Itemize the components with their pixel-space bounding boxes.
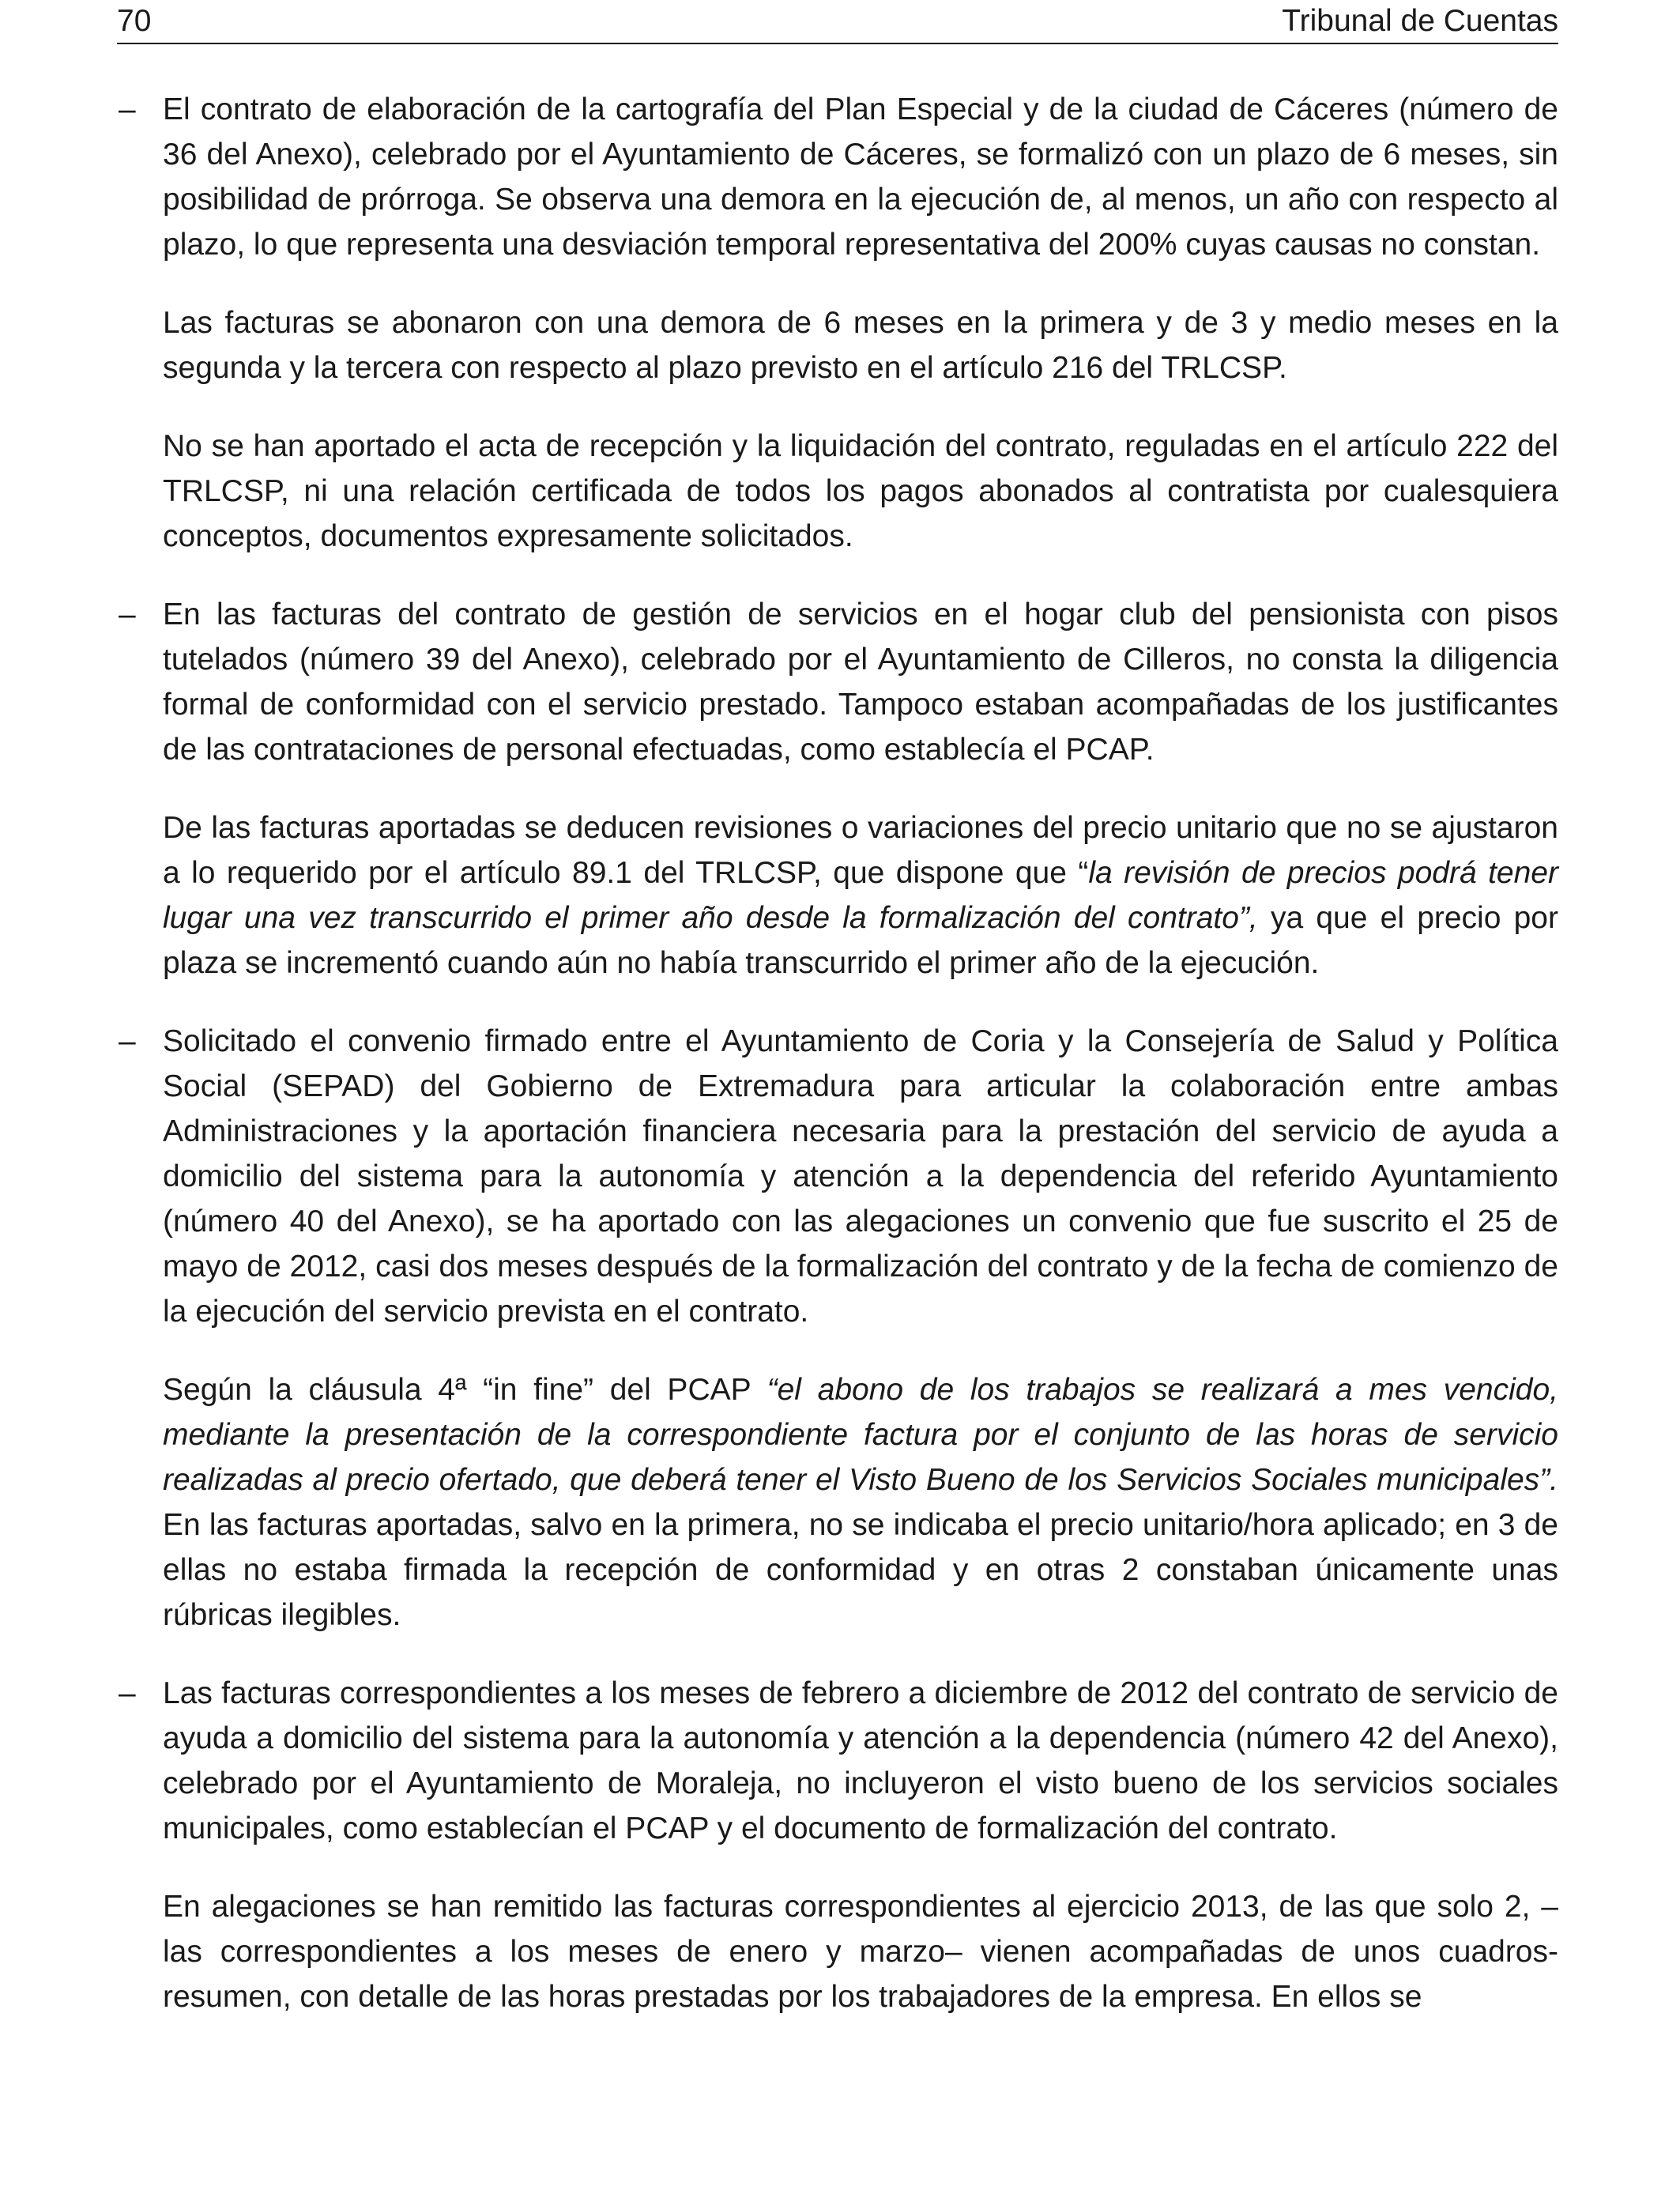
bullet-paragraph (117, 87, 1558, 267)
running-title: Tribunal de Cuentas (1282, 4, 1558, 38)
paragraph (117, 805, 1558, 986)
paragraph (117, 1367, 1558, 1638)
page-number: 70 (117, 4, 152, 38)
quoted-text: “el abono de los trabajos se realizará a mes vencido, mediante la presentación de la correspondiente factura por el conjunto de las horas de servicio realizadas al precio ofertado, que deberá tener el Visto Bueno de los Servicios Sociales municipales”. (163, 1373, 1558, 1497)
paragraph-text: De las facturas aportadas se deducen revisiones o variaciones del precio unitario que no se ajustaron a lo requerido por el artículo 89.1 del TRLCSP, que dispone que “ (163, 811, 1558, 890)
paragraph-text: Las facturas correspondientes a los meses de febrero a diciembre de 2012 del contrato de servicio de ayuda a domicilio del sistema para la autonomía y atención a la dependencia (número 42 del Anexo), celebrado por el Ayuntamiento de Moraleja, no incluyeron el visto bueno de los servicios sociales municipales, como establecían el PCAP y el documento de formalización del contrato. (163, 1676, 1558, 1845)
paragraph (117, 300, 1558, 390)
paragraph-text: En las facturas aportadas, salvo en la primera, no se indicaba el precio unitario/hora aplicado; en 3 de ellas no estaba firmada la recepción de conformidad y en otras 2 constaban únicamente unas rúbricas ilegibles. (163, 1508, 1558, 1632)
paragraph-text: ya que el precio por plaza se incrementó cuando aún no había transcurrido el primer año de la ejecución. (163, 901, 1558, 980)
paragraph-text: En las facturas del contrato de gestión de servicios en el hogar club del pensionista con pisos tutelados (número 39 del Anexo), celebrado por el Ayuntamiento de Cilleros, no consta la diligencia formal de conformidad con el servicio prestado. Tampoco estaban acompañadas de los justificantes de las contrataciones de personal efectuadas, como establecía el PCAP. (163, 598, 1558, 767)
paragraph-text: En alegaciones se han remitido las facturas correspondientes al ejercicio 2013, de las que solo 2, –las correspondientes a los meses de enero y marzo– vienen acompañadas de unos cuadros-resumen, con detalle de las horas prestadas por los trabajadores de la empresa. En ellos se (163, 1890, 1558, 2014)
document-body (117, 87, 1558, 2053)
page-header (117, 0, 1558, 44)
bullet-paragraph (117, 1671, 1558, 1851)
paragraph-text: El contrato de elaboración de la cartografía del Plan Especial y de la ciudad de Cáceres (número de 36 del Anexo), celebrado por el Ayuntamiento de Cáceres, se formalizó con un plazo de 6 meses, sin posibilidad de prórroga. Se observa una demora en la ejecución de, al menos, un año con respecto al plazo, lo que representa una desviación temporal representativa del 200% cuyas causas no constan. (163, 92, 1558, 262)
paragraph-text: Según la cláusula 4ª “in fine” del PCAP (163, 1373, 767, 1407)
paragraph-text: Solicitado el convenio firmado entre el Ayuntamiento de Coria y la Consejería de Salud y Política Social (SEPAD) del Gobierno de Extremadura para articular la colaboración entre ambas Administraciones y la aportación financiera necesaria para la prestación del servicio de ayuda a domicilio del sistema para la autonomía y atención a la dependencia del referido Ayuntamiento (número 40 del Anexo), se ha aportado con las alegaciones un convenio que fue suscrito el 25 de mayo de 2012, casi dos meses después de la formalización del contrato y de la fecha de comienzo de la ejecución del servicio prevista en el contrato. (163, 1024, 1558, 1329)
paragraph (117, 424, 1558, 559)
quoted-text: la revisión de precios podrá tener lugar una vez transcurrido el primer año desde la formalización del contrato”, (163, 856, 1558, 935)
paragraph (117, 1884, 1558, 2019)
bullet-paragraph (117, 592, 1558, 772)
document-page (117, 0, 1558, 2194)
bullet-paragraph (117, 1019, 1558, 1334)
paragraph-text: No se han aportado el acta de recepción y la liquidación del contrato, reguladas en el artículo 222 del TRLCSP, ni una relación certificada de todos los pagos abonados al contratista por cualesquiera conceptos, documentos expresamente solicitados. (163, 429, 1558, 553)
paragraph-text: Las facturas se abonaron con una demora de 6 meses en la primera y de 3 y medio meses en la segunda y la tercera con respecto al plazo previsto en el artículo 216 del TRLCSP. (163, 306, 1558, 385)
